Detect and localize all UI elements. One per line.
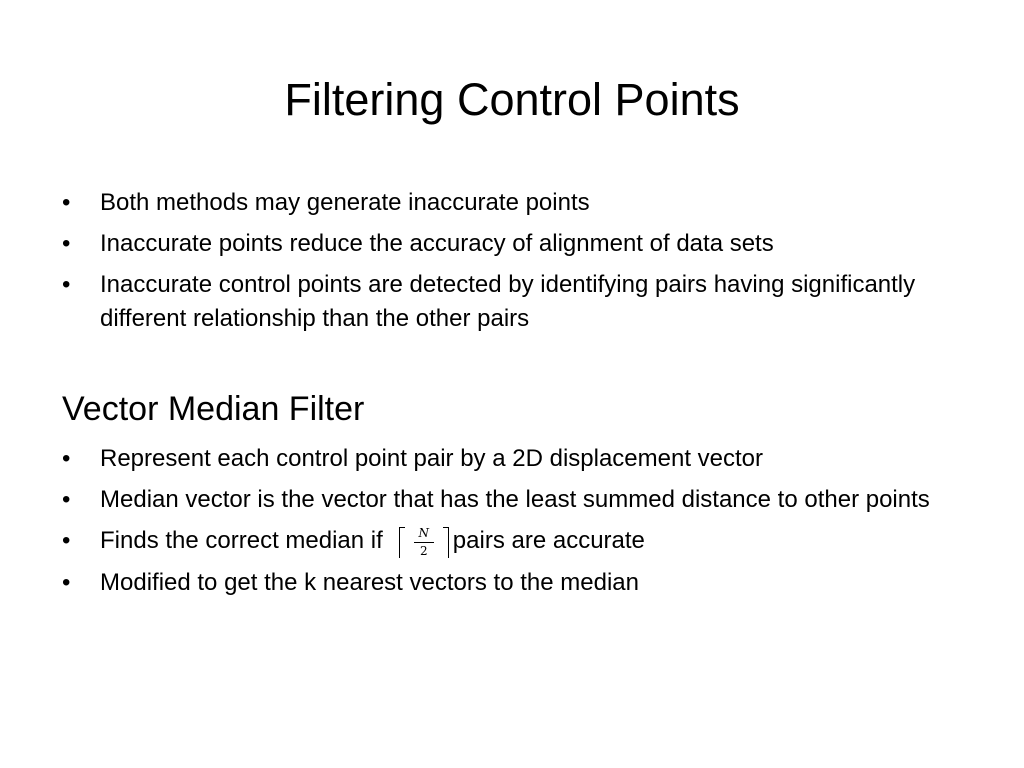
bullet-list-bottom [62,442,962,607]
ceiling-right-bracket [443,527,449,558]
slide-title: Filtering Control Points [284,74,740,125]
bullet-item: • Represent each control point pair by a 2D displacement vector [62,442,962,476]
ceiling-left-bracket [399,527,405,558]
fraction-numerator: N [418,525,430,540]
bullet-item-with-formula [62,524,962,559]
bullet-item: • Both methods may generate inaccurate points [62,186,962,220]
ceiling-fraction-formula [393,525,449,559]
bullet-text-before-formula: Finds the correct median if [100,527,383,554]
section-heading: Vector Median Filter [62,390,365,428]
bullet-item: • Median vector is the vector that has the least summed distance to other points [62,483,962,517]
fraction-denominator: 2 [419,543,428,558]
bullet-list-top [62,186,962,343]
fraction [411,525,437,559]
fraction-bar [414,542,434,543]
bullet-item: • Inaccurate control points are detected by identifying pairs having significantly different relationship than the other pairs [62,268,962,336]
bullet-item: • Inaccurate points reduce the accuracy of alignment of data sets [62,227,962,261]
bullet-text-after-formula: pairs are accurate [452,527,645,554]
bullet-item: • Modified to get the k nearest vectors to the median [62,566,962,600]
